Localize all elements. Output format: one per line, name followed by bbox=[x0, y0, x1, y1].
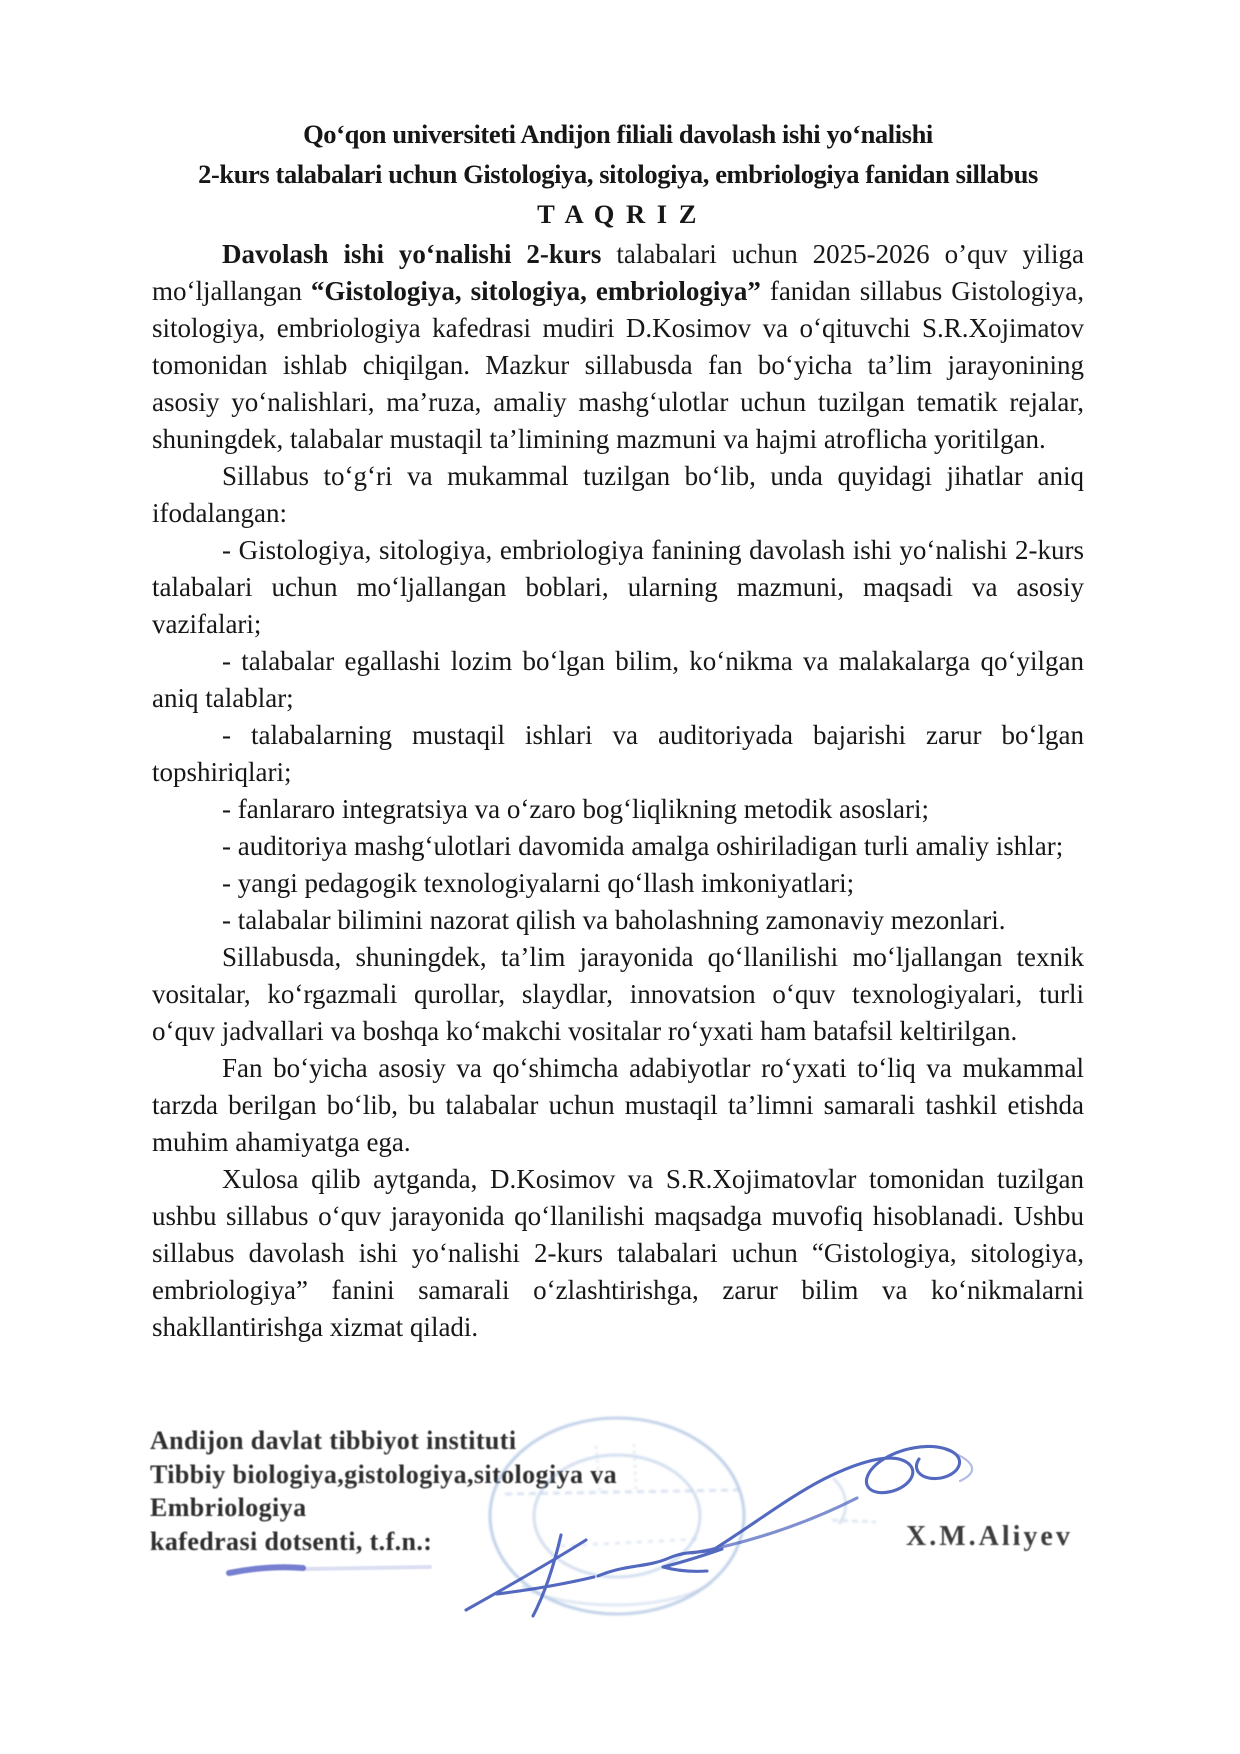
intro-bold-subject: “Gistologiya, sitologiya, embriologiya” bbox=[310, 276, 761, 306]
list-item-dash: - yangi pedagogik texnologiyalarni qo‘llash imkoniyatlari; bbox=[222, 868, 855, 898]
signer-name: X.M.Aliyev bbox=[906, 1521, 1073, 1552]
header-line-2: 2-kurs talabalari uchun Gistologiya, sitologiya, embriologiya fanidan sillabus bbox=[198, 159, 1038, 189]
list-item-dash: - auditoriya mashg‘ulotlari davomida amalga oshiriladigan turli amaliy ishlar; bbox=[222, 831, 1064, 861]
intro-bold-lead: Davolash ishi yo‘nalishi 2-kurs bbox=[222, 239, 602, 269]
paragraph: Sillabus to‘g‘ri va mukammal tuzilgan bo‘lib, unda quyidagi jihatlar aniq ifodalangan: bbox=[152, 461, 1084, 528]
list-item-dash: - talabalar egallashi lozim bo‘lgan bilim, ko‘nikma va malakalarga qo‘yilgan aniq talablar; bbox=[152, 646, 1084, 713]
paragraph: Fan bo‘yicha asosiy va qo‘shimcha adabiyotlar ro‘yxati to‘liq va mukammal tarzda berilgan bo‘lib, bu talabalar uchun mustaqil ta’limni samarali tashkil etishda muhim ahamiyatga ega. bbox=[152, 1053, 1084, 1157]
list-item-dash: - fanlararo integratsiya va o‘zaro bog‘liqlikning metodik asoslari; bbox=[222, 794, 930, 824]
signature-block bbox=[150, 1424, 617, 1558]
list-item-dash: - Gistologiya, sitologiya, embriologiya fanining davolash ishi yo‘nalishi 2-kurs talabalari uchun mo‘ljallangan boblari, ularning mazmuni, maqsadi va asosiy vazifalari; bbox=[152, 535, 1084, 639]
document-content bbox=[152, 114, 1084, 1346]
header-line-review-title: T A Q R I Z bbox=[537, 199, 699, 229]
header-line-1: Qo‘qon universiteti Andijon filiali davolash ishi yo‘nalishi bbox=[303, 119, 933, 149]
signature-line-department-1: Tibbiy biologiya,gistologiya,sitologiya va bbox=[150, 1459, 618, 1489]
signature-line-institute: Andijon davlat tibbiyot instituti bbox=[150, 1426, 517, 1455]
paragraph: Sillabusda, shuningdek, ta’lim jarayonida qo‘llanilishi mo‘ljallangan texnik vositalar, ko‘rgazmali qurollar, slaydlar, innovatsion o‘quv texnologiyalari, turli o‘quv jadvallari va boshqa ko‘makchi vositalar ro‘yxati ham batafsil keltirilgan. bbox=[152, 942, 1084, 1046]
intro-text: talabalari uchun 2025-2026 o’quv yiliga mo‘ljallangan bbox=[152, 239, 1084, 306]
list-item-dash: - talabalar bilimini nazorat qilish va baholashning zamonaviy mezonlari. bbox=[222, 905, 1006, 935]
paragraph-intro bbox=[152, 236, 1084, 458]
signature-line-department-2: Embriologiya bbox=[150, 1493, 307, 1522]
document-header bbox=[152, 114, 1084, 234]
ink-dash-mark bbox=[229, 1567, 430, 1573]
document-body bbox=[152, 236, 1084, 1346]
paragraph: Xulosa qilib aytganda, D.Kosimov va S.R.Xojimatovlar tomonidan tuzilgan ushbu sillabus o‘quv jarayonida qo‘llanilishi maqsadga muvofiq hisoblanadi. Ushbu sillabus davolash ishi yo‘nalishi 2-kurs talabalari uchun “Gistologiya, sitologiya, embriologiya” fanini samarali o‘zlashtirishga, zarur bilim va ko‘nikmalarni shakllantirishga xizmat qiladi. bbox=[152, 1164, 1084, 1342]
intro-text-rest: fanidan sillabus Gistologiya, sitologiya, embriologiya kafedrasi mudiri D.Kosimov va o‘qituvchi S.R.Xojimatov tomonidan ishlab chiqilgan. Mazkur sillabusda fan bo‘yicha ta’lim jarayonining asosiy yo‘nalishlari, ma’ruza, amaliy mashg‘ulotlar uchun tuzilgan tematik rejalar, shuningdek, talabalar mustaqil ta’limining mazmuni va hajmi atroflicha yoritilgan. bbox=[152, 276, 1084, 454]
signature-line-position: kafedrasi dotsenti, t.f.n.: bbox=[150, 1526, 433, 1556]
list-item-dash: - talabalarning mustaqil ishlari va auditoriyada bajarishi zarur bo‘lgan topshiriqlari; bbox=[152, 720, 1084, 787]
